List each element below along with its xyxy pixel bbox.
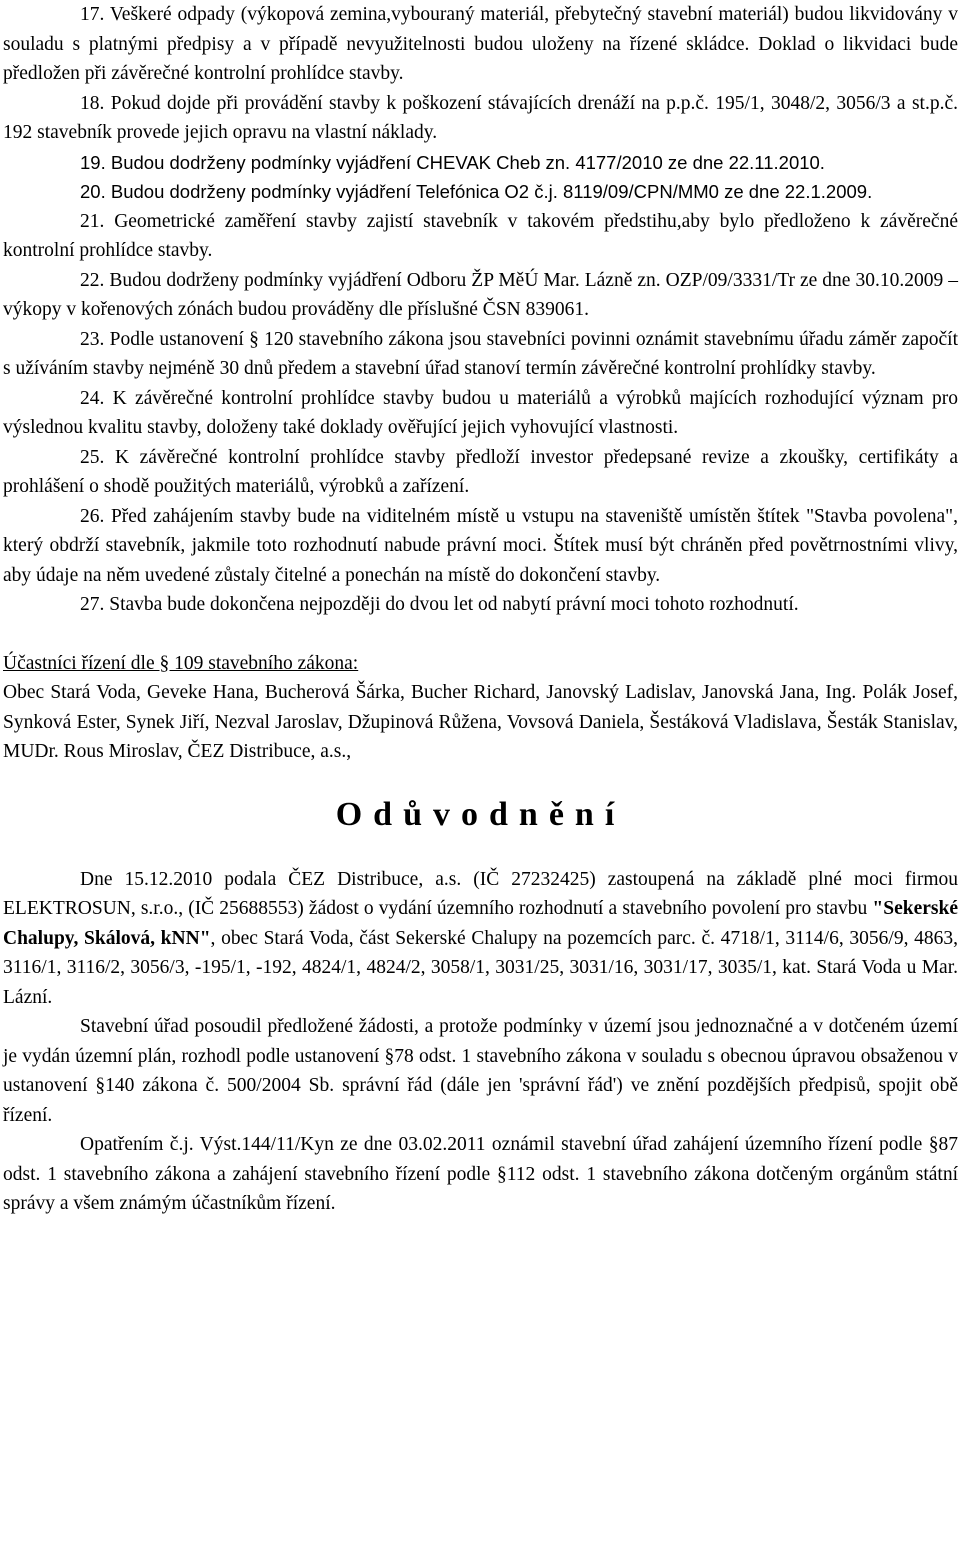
- section-heading: Odůvodnění: [335, 795, 626, 833]
- construction-name: "Sekerské Chalupy, Skálová, kNN": [3, 898, 958, 949]
- condition-27: 27. Stavba bude dokončena nejpozději do dvou let od nabytí právní moci tohoto rozhodnutí.: [80, 594, 799, 615]
- condition-25: 25. K závěrečné kontrolní prohlídce stavby předloží investor předepsané revize a zkoušky, certifikáty a prohlášení o shodě použitých materiálů, výrobků a zařízení.: [3, 446, 958, 497]
- condition-17: 17. Veškeré odpady (výkopová zemina,vybouraný materiál, přebytečný stavební materiál) budou likvidovány v souladu s platnými předpisy a v případě nevyužitelnosti budou uloženy na řízené skládce. Doklad o likvidaci bude předložen při závěrečné kontrolní prohlídce stavby.: [3, 4, 958, 84]
- reasoning-text-start: Dne 15.12.2010 podala ČEZ Distribuce, a.s. (IČ 27232425) zastoupená na základě plné moci firmou ELEKTROSUN, s.r.o., (IČ 25688553) žádost o vydání územního rozhodnutí a stavebního povolení pro stavbu: [3, 868, 958, 919]
- condition-19: 19. Budou dodrženy podmínky vyjádření CHEVAK Cheb zn. 4177/2010 ze dne 22.11.2010.: [80, 151, 825, 173]
- condition-22: 22. Budou dodrženy podmínky vyjádření Odboru ŽP MěÚ Mar. Lázně zn. OZP/09/3331/Tr ze dne 30.10.2009 – výkopy v kořenových zónách budou prováděny dle příslušné ČSN 839061.: [3, 269, 958, 320]
- condition-21: 21. Geometrické zaměření stavby zajistí stavebník v takovém předstihu,aby bylo předloženo k závěrečné kontrolní prohlídce stavby.: [3, 210, 958, 261]
- condition-23: 23. Podle ustanovení § 120 stavebního zákona jsou stavebníci povinni oznámit stavebnímu úřadu záměr započít s užíváním stavby nejméně 30 dnů předem a stavební úřad stanoví termín závěrečné kontrolní prohlídky stavby.: [3, 328, 958, 379]
- condition-24: 24. K závěrečné kontrolní prohlídce stavby budou u materiálů a výrobků majících rozhodující význam pro výslednou kvalitu stavby, doloženy také doklady ověřující jejich vyhovující vlastnosti.: [3, 387, 958, 438]
- participants-heading: Účastníci řízení dle § 109 stavebního zákona:: [3, 652, 359, 674]
- participants-list: Obec Stará Voda, Geveke Hana, Bucherová Šárka, Bucher Richard, Janovský Ladislav, Janovská Jana, Ing. Polák Josef, Synková Ester, Synek Jiří, Nezval Jaroslav, Džupinová Růžena, Vovsová Daniela, Šestáková Vladislava, Šesták Stanislav, MUDr. Rous Miroslav, ČEZ Distribuce, a.s.,: [3, 682, 958, 762]
- spacer: [3, 620, 958, 649]
- condition-18: 18. Pokud dojde při provádění stavby k poškození stávajících drenáží na p.p.č. 195/1, 3048/2, 3056/3 a st.p.č. 192 stavebník provede jejich opravu na vlastní náklady.: [3, 92, 958, 143]
- reasoning-paragraph-1: [3, 865, 958, 1013]
- reasoning-paragraph-2: Stavební úřad posoudil předložené žádosti, a protože podmínky v území jsou jednoznačné a v dotčeném území je vydán územní plán, rozhodl podle ustanovení §78 odst. 1 stavebního zákona v souladu s obecnou úpravou obsaženou v ustanovení §140 zákona č. 500/2004 Sb. správní řád (dále jen 'správní řád') ve znění pozdějších předpisů, spojit obě řízení.: [3, 1016, 958, 1126]
- document-page: [3, 0, 958, 1219]
- condition-26: 26. Před zahájením stavby bude na viditelném místě u vstupu na staveniště umístěn štítek "Stavba povolena", který obdrží stavebník, jakmile toto rozhodnutí nabude právní moci. Štítek musí být chráněn před povětrnostními vlivy, aby údaje na něm uvedené zůstaly čitelné a ponechán na místě do dokončení stavby.: [3, 505, 958, 586]
- reasoning-text-end: , obec Stará Voda, část Sekerské Chalupy na pozemcích parc. č. 4718/1, 3114/6, 3056/9, 4863, 3116/1, 3116/2, 3056/3, -195/1, -192, 4824/1, 4824/2, 3058/1, 3031/25, 3031/16, 3031/17, 3035/1, kat. Stará Voda u Mar. Lázní.: [3, 927, 958, 1008]
- reasoning-paragraph-3: Opatřením č.j. Výst.144/11/Kyn ze dne 03.02.2011 oznámil stavební úřad zahájení územního řízení podle §87 odst. 1 stavebního zákona a zahájení stavebního řízení podle §112 odst. 1 stavebního zákona dotčeným orgánům státní správy a všem známým účastníkům řízení.: [3, 1134, 958, 1214]
- condition-20: 20. Budou dodrženy podmínky vyjádření Telefónica O2 č.j. 8119/09/CPN/MM0 ze dne 22.1.2009.: [80, 181, 873, 202]
